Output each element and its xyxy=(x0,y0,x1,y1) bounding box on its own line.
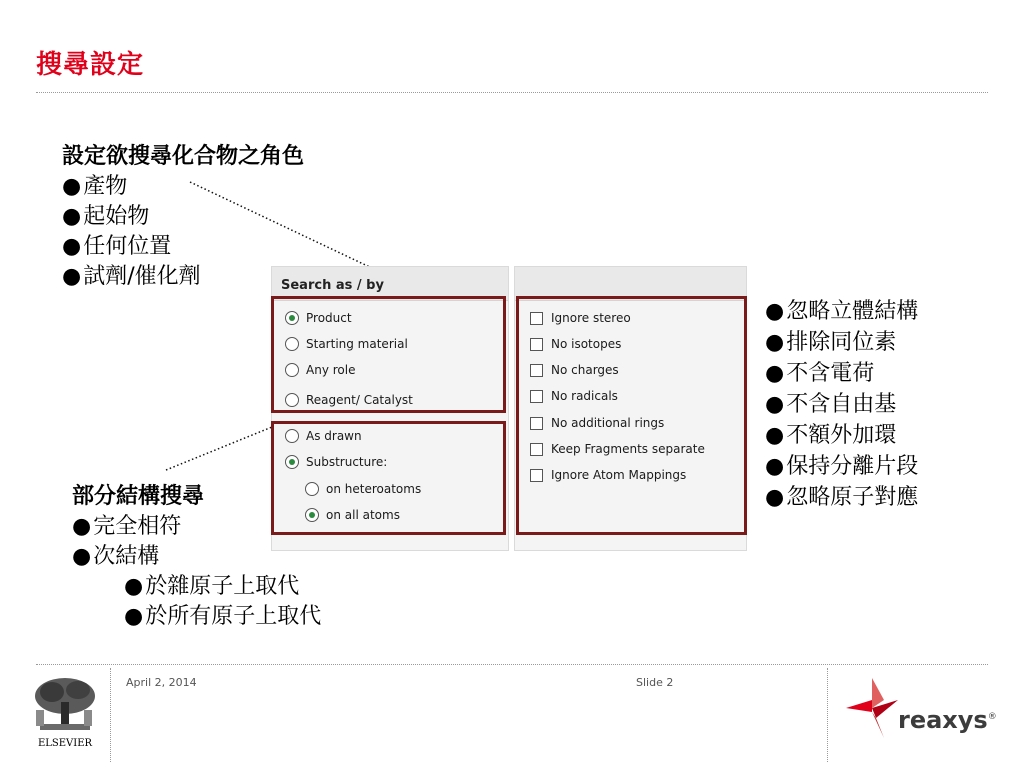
checkbox-ignore-stereo-box[interactable] xyxy=(530,312,543,325)
radio-as-drawn[interactable] xyxy=(285,429,362,443)
option-desc-isotopes: ● 排除同位素 xyxy=(765,327,918,358)
substructure-subitem-all-atoms: ● 於所有原子上取代 xyxy=(72,602,321,632)
radio-substructure-indicator[interactable] xyxy=(285,455,299,469)
option-desc-stereo: ● 忽略立體結構 xyxy=(765,296,918,327)
substructure-heading: 部分結構搜尋 xyxy=(72,484,205,509)
checkbox-ignore-stereo[interactable] xyxy=(530,311,631,325)
checkbox-no-isotopes[interactable] xyxy=(530,337,621,351)
radio-reagent-catalyst[interactable] xyxy=(285,393,413,407)
elsevier-tree-icon xyxy=(30,676,100,732)
checkbox-no-radicals-label: No radicals xyxy=(551,389,618,403)
option-desc-rings: ● 不額外加環 xyxy=(765,420,918,451)
substructure-item-sub: ● 次結構 xyxy=(72,542,321,572)
role-item-starting-material: ● 起始物 xyxy=(62,202,304,232)
radio-any-role-indicator[interactable] xyxy=(285,363,299,377)
footer-separator-left xyxy=(110,668,111,762)
radio-product-label: Product xyxy=(306,311,352,325)
radio-as-drawn-label: As drawn xyxy=(306,429,362,443)
checkbox-no-additional-rings-box[interactable] xyxy=(530,417,543,430)
footer-date: April 2, 2014 xyxy=(126,676,197,689)
connector-substructure-line xyxy=(166,427,272,470)
role-item-product: ● 產物 xyxy=(62,172,304,202)
radio-substructure[interactable] xyxy=(285,455,387,469)
checkbox-no-radicals[interactable] xyxy=(530,389,618,403)
radio-on-heteroatoms-indicator[interactable] xyxy=(305,482,319,496)
footer-divider xyxy=(36,664,988,665)
checkbox-keep-fragments-box[interactable] xyxy=(530,443,543,456)
checkbox-no-radicals-box[interactable] xyxy=(530,390,543,403)
checkbox-no-charges-label: No charges xyxy=(551,363,619,377)
reaxys-wordmark xyxy=(898,706,997,734)
radio-any-role-label: Any role xyxy=(306,363,356,377)
radio-reagent-catalyst-indicator[interactable] xyxy=(285,393,299,407)
option-desc-fragments: ● 保持分離片段 xyxy=(765,451,918,482)
radio-substructure-label: Substructure: xyxy=(306,455,388,469)
radio-on-heteroatoms-label: on heteroatoms xyxy=(326,482,422,496)
checkbox-no-isotopes-box[interactable] xyxy=(530,338,543,351)
role-item-reagent: ● 試劑/催化劑 xyxy=(62,262,304,292)
radio-starting-material[interactable] xyxy=(285,337,408,351)
radio-on-all-atoms-label: on all atoms xyxy=(326,508,400,522)
checkbox-ignore-stereo-label: Ignore stereo xyxy=(551,311,631,325)
footer-slide-number: Slide 2 xyxy=(636,676,674,689)
radio-as-drawn-indicator[interactable] xyxy=(285,429,299,443)
option-desc-charges: ● 不含電荷 xyxy=(765,358,918,389)
radio-reagent-catalyst-label: Reagent/ Catalyst xyxy=(306,393,413,407)
checkbox-no-isotopes-label: No isotopes xyxy=(551,337,622,351)
checkbox-keep-fragments[interactable] xyxy=(530,442,705,456)
radio-on-all-atoms-indicator[interactable] xyxy=(305,508,319,522)
option-desc-mappings: ● 忽略原子對應 xyxy=(765,482,918,513)
radio-product[interactable] xyxy=(285,311,352,325)
radio-on-heteroatoms[interactable] xyxy=(305,482,421,496)
radio-any-role[interactable] xyxy=(285,363,355,377)
radio-product-indicator[interactable] xyxy=(285,311,299,325)
radio-starting-material-indicator[interactable] xyxy=(285,337,299,351)
connector-role-line xyxy=(190,182,376,270)
checkbox-no-additional-rings-label: No additional rings xyxy=(551,416,665,430)
footer-separator-right xyxy=(827,668,828,762)
checkbox-ignore-atom-mappings-label: Ignore Atom Mappings xyxy=(551,468,687,482)
checkbox-ignore-atom-mappings-box[interactable] xyxy=(530,469,543,482)
role-heading: 設定欲搜尋化合物之角色 xyxy=(62,144,305,169)
role-item-any-role: ● 任何位置 xyxy=(62,232,304,262)
checkbox-ignore-atom-mappings[interactable] xyxy=(530,468,686,482)
radio-starting-material-label: Starting material xyxy=(306,337,408,351)
reaxys-name: reaxys xyxy=(898,706,988,734)
checkbox-no-charges-box[interactable] xyxy=(530,364,543,377)
elsevier-wordmark: ELSEVIER xyxy=(37,738,93,749)
radio-on-all-atoms[interactable] xyxy=(305,508,400,522)
elsevier-logo xyxy=(30,676,100,749)
reaxys-logo-icon xyxy=(846,678,906,738)
substructure-item-exact: ● 完全相符 xyxy=(72,512,321,542)
checkbox-keep-fragments-label: Keep Fragments separate xyxy=(551,442,705,456)
reaxys-registered-mark: ® xyxy=(987,712,997,722)
slide-title: 搜尋設定 xyxy=(36,50,145,80)
checkbox-no-charges[interactable] xyxy=(530,363,619,377)
option-desc-radicals: ● 不含自由基 xyxy=(765,389,918,420)
substructure-subitem-heteroatoms: ● 於雜原子上取代 xyxy=(72,572,321,602)
checkbox-no-additional-rings[interactable] xyxy=(530,416,664,430)
search-panel-header: Search as / by xyxy=(272,267,508,301)
